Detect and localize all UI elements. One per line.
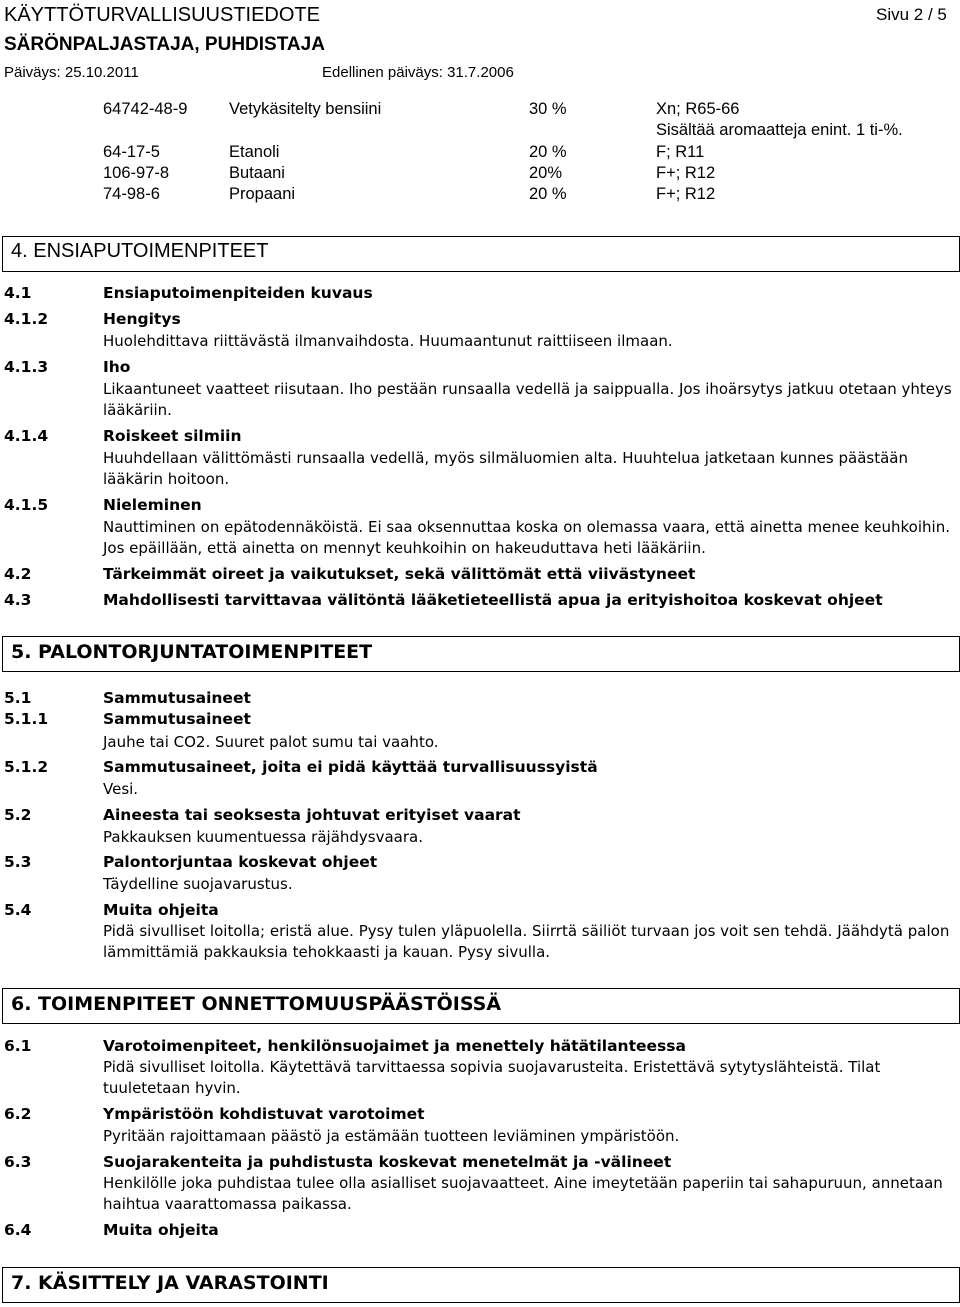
subsection-number: 6.4 [4,1221,32,1239]
subsection-number: 4.1.5 [4,496,49,514]
subsection-text: tuuletetaan hyvin. [103,1079,241,1097]
subsection-heading: Hengitys [103,310,181,328]
section-6-title: 6. TOIMENPITEET ONNETTOMUUSPÄÄSTÖISSÄ [11,993,502,1015]
section-4-title: 4. ENSIAPUTOIMENPITEET [11,240,269,262]
subsection-text: lääkäriin. [103,401,172,419]
section-7-title: 7. KÄSITTELY JA VARASTOINTI [11,1272,329,1294]
cas-number: 74-98-6 [103,185,160,203]
subsection-text: Henkilölle joka puhdistaa tulee olla asialliset suojavaatteet. Aine imeytetään paperiin tai sahapuruun, annetaan [103,1174,943,1192]
subsection-text: Jos epäillään, että ainetta on mennyt keuhkoihin on hakeuduttava heti lääkäriin. [103,539,706,557]
subsection-number: 6.1 [4,1037,32,1055]
subsection-heading: Palontorjuntaa koskevat ohjeet [103,853,378,871]
subsection-number: 5.3 [4,853,32,871]
section-6-header [2,988,960,1024]
subsection-text: lämmittämiä pakkauksia tehokkaasti ja kauan. Pysy sivulla. [103,943,551,961]
subsection-heading: Roiskeet silmiin [103,427,242,445]
subsection-text: haihtua vaarattomassa paikassa. [103,1195,352,1213]
subsection-text: lääkärin hoitoon. [103,470,230,488]
subsection-text: Pidä sivulliset loitolla. Käytettävä tarvittaessa sopivia suojavarusteita. Eristettävä sytytyslähteistä. Tilat [103,1058,881,1076]
substance-name: Butaani [229,164,285,182]
subsection-heading: Sammutusaineet [103,710,251,728]
subsection-text: Huolehdittava riittävästä ilmanvaihdosta. Huumaantunut raittiiseen ilmaan. [103,332,673,350]
concentration: 20 % [529,185,567,203]
subsection-text: Huuhdellaan välittömästi runsaalla vedellä, myös silmäluomien alta. Huuhtelua jatketaan kunnes päästään [103,449,908,467]
substance-name: Propaani [229,185,296,203]
subsection-text: Pyritään rajoittamaan päästö ja estämään tuotteen leviäminen ympäristöön. [103,1127,680,1145]
classification: F+; R12 [656,164,716,182]
subsection-heading: Sammutusaineet, joita ei pidä käyttää turvallisuussyistä [103,758,598,776]
subsection-heading: Nieleminen [103,496,202,514]
subsection-text: Vesi. [103,780,139,798]
subsection-heading: Muita ohjeita [103,1221,219,1239]
subsection-text: Likaantuneet vaatteet riisutaan. Iho pestään runsaalla vedellä ja saippualla. Jos ihoärsytys jatkuu otetaan yhteys [103,380,952,398]
section-5-title: 5. PALONTORJUNTATOIMENPITEET [11,641,373,663]
subsection-heading: Aineesta tai seoksesta johtuvat erityiset vaarat [103,806,521,824]
subsection-heading: Varotoimenpiteet, henkilönsuojaimet ja menettely hätätilanteessa [103,1037,686,1055]
subsection-number: 4.3 [4,591,32,609]
subsection-number: 4.1 [4,284,32,302]
subsection-number: 4.2 [4,565,32,583]
subsection-text: Jauhe tai CO2. Suuret palot sumu tai vaahto. [103,733,439,751]
subsection-number: 4.1.2 [4,310,49,328]
subsection-heading: Muita ohjeita [103,901,219,919]
subsection-text: Täydelline suojavarustus. [103,875,293,893]
substance-name: Vetykäsitelty bensiini [229,100,382,118]
previous-date: Edellinen päiväys: 31.7.2006 [322,64,514,81]
subsection-heading: Ensiaputoimenpiteiden kuvaus [103,284,373,302]
page-number: Sivu 2 / 5 [876,5,947,24]
cas-number: 106-97-8 [103,164,170,182]
subsection-heading: Sammutusaineet [103,689,251,707]
subsection-number: 5.1.1 [4,710,49,728]
product-name: SÄRÖNPALJASTAJA, PUHDISTAJA [4,34,325,55]
subsection-heading: Mahdollisesti tarvittavaa välitöntä lääketieteellistä apua ja erityishoitoa koskevat ohjeet [103,591,883,609]
subsection-number: 6.2 [4,1105,32,1123]
subsection-number: 4.1.4 [4,427,49,445]
subsection-heading: Suojarakenteita ja puhdistusta koskevat menetelmät ja -välineet [103,1153,672,1171]
document-type: KÄYTTÖTURVALLISUUSTIEDOTE [4,4,320,26]
section-5-header [2,636,960,672]
cas-number: 64742-48-9 [103,100,188,118]
subsection-number: 5.1.2 [4,758,49,776]
classification: Xn; R65-66 [656,100,740,118]
subsection-text: Pidä sivulliset loitolla; eristä alue. Pysy tulen yläpuolella. Siirrtä säiliöt turvaan jos voit sen tehdä. Jäähdytä palon [103,922,950,940]
subsection-number: 6.3 [4,1153,32,1171]
revision-date: Päiväys: 25.10.2011 [4,64,139,81]
section-7-header [2,1267,960,1303]
substance-name: Etanoli [229,143,280,161]
concentration: 20% [529,164,563,182]
classification: F+; R12 [656,185,716,203]
subsection-number: 5.2 [4,806,32,824]
subsection-number: 5.1 [4,689,32,707]
subsection-text: Nauttiminen on epätodennäköistä. Ei saa oksennuttaa koska on olemassa vaara, että ainetta menee keuhkoihin. [103,518,950,536]
cas-number: 64-17-5 [103,143,160,161]
subsection-number: 4.1.3 [4,358,49,376]
subsection-number: 5.4 [4,901,32,919]
concentration: 30 % [529,100,567,118]
classification: F; R11 [656,143,705,161]
section-4-header [2,236,960,272]
subsection-heading: Tärkeimmät oireet ja vaikutukset, sekä välittömät että viivästyneet [103,565,696,583]
subsection-text: Pakkauksen kuumentuessa räjähdysvaara. [103,828,423,846]
classification-note: Sisältää aromaatteja enint. 1 ti-%. [656,121,903,139]
concentration: 20 % [529,143,567,161]
subsection-heading: Ympäristöön kohdistuvat varotoimet [103,1105,425,1123]
subsection-heading: Iho [103,358,131,376]
